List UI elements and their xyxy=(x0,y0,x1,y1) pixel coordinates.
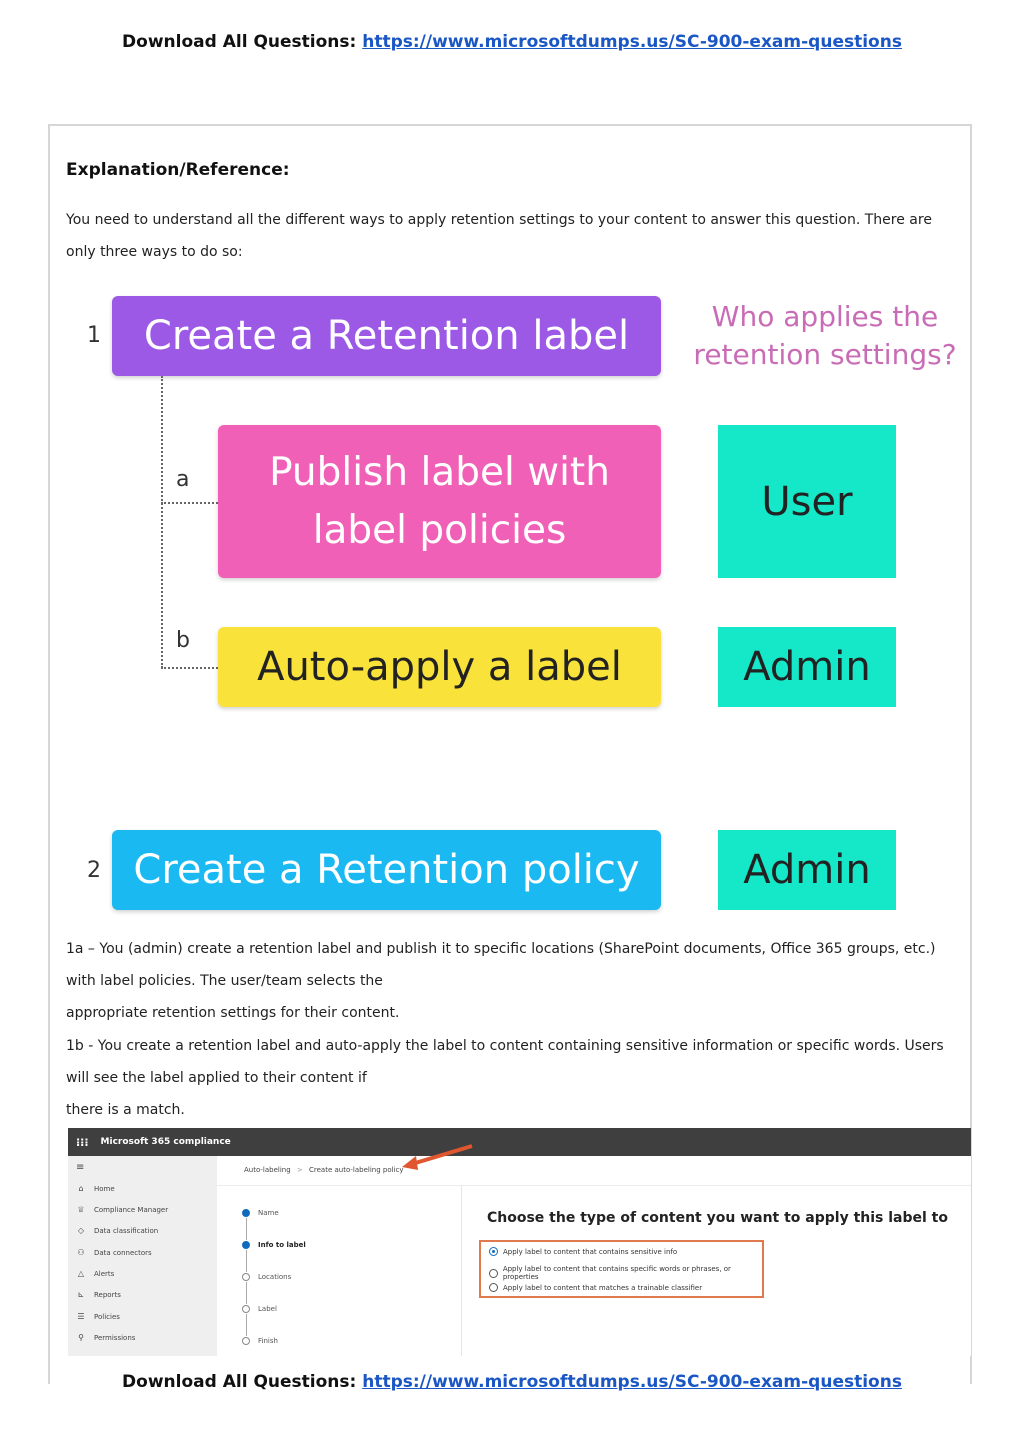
connector-b xyxy=(161,667,218,669)
create-retention-label-box: Create a Retention label xyxy=(112,296,661,376)
step-locations[interactable]: Locations xyxy=(242,1273,291,1281)
user-box: User xyxy=(718,425,896,578)
option-sensitive-info[interactable]: Apply label to content that contains sensitive info xyxy=(489,1247,677,1256)
step-connector xyxy=(246,1314,247,1336)
download-footer xyxy=(0,1372,1024,1392)
step-circle-icon xyxy=(242,1337,250,1345)
connector-line xyxy=(161,376,163,668)
para-1b-line-3: there is a match. xyxy=(66,1102,185,1118)
publish-label-box: Publish label with label policies xyxy=(218,425,661,578)
app-topbar xyxy=(68,1128,971,1156)
breadcrumb-auto-labeling[interactable]: Auto-labeling xyxy=(244,1166,291,1174)
nav-alerts[interactable]: △ Alerts xyxy=(77,1269,115,1278)
option-specific-words[interactable]: Apply label to content that contains specific words or phrases, or properties xyxy=(489,1265,762,1281)
key-icon: ⚲ xyxy=(78,1333,84,1342)
compliance-screenshot xyxy=(68,1128,971,1356)
breadcrumb-separator: > xyxy=(296,1166,303,1174)
explanation-heading: Explanation/Reference: xyxy=(66,160,290,180)
step-info-to-label[interactable]: Info to label xyxy=(242,1241,306,1249)
nav-compliance-manager[interactable]: ♕ Compliance Manager xyxy=(77,1205,169,1214)
breadcrumb xyxy=(244,1166,404,1174)
header-divider xyxy=(217,1185,971,1186)
label-a: a xyxy=(176,467,190,492)
radio-icon[interactable] xyxy=(489,1283,498,1292)
nav-data-connectors[interactable]: ⚇ Data connectors xyxy=(77,1248,152,1257)
para-1a-line-2: with label policies. The user/team selects the xyxy=(66,973,383,989)
nav-permissions[interactable]: ⚲ Permissions xyxy=(76,1333,135,1342)
download-label: Download All Questions: xyxy=(122,1372,363,1392)
breadcrumb-current: Create auto-labeling policy xyxy=(309,1166,404,1174)
app-launcher-icon[interactable]: ⁝⁝⁝ xyxy=(76,1135,89,1149)
step-number-2: 2 xyxy=(87,858,101,883)
para-1b-line-2: will see the label applied to their content if xyxy=(66,1070,367,1086)
step-connector xyxy=(246,1282,247,1304)
app-title: Microsoft 365 compliance xyxy=(100,1137,231,1147)
nav-policies[interactable]: ☰ Policies xyxy=(77,1312,120,1321)
intro-paragraph: You need to understand all the different ways to apply retention settings to your content to answer this question. There are only three ways to do so: xyxy=(66,212,932,260)
current-step-icon xyxy=(242,1241,250,1249)
left-nav xyxy=(68,1156,217,1356)
radio-selected-icon[interactable] xyxy=(489,1247,498,1256)
chart-icon: ⊾ xyxy=(77,1290,85,1299)
download-link[interactable]: https://www.microsoftdumps.us/SC-900-exam-questions xyxy=(362,1372,902,1392)
trophy-icon: ♕ xyxy=(77,1205,85,1214)
nav-home[interactable]: ⌂ Home xyxy=(76,1184,115,1193)
auto-apply-label-box: Auto-apply a label xyxy=(218,627,661,707)
who-applies-heading: Who applies the retention settings? xyxy=(693,300,957,371)
policies-icon: ☰ xyxy=(77,1312,85,1321)
para-1b-line-1: 1b - You create a retention label and auto-apply the label to content containing sensitive information or specific words. Users xyxy=(66,1038,944,1054)
download-link[interactable]: https://www.microsoftdumps.us/SC-900-exam-questions xyxy=(362,32,902,52)
nav-reports[interactable]: ⊾ Reports xyxy=(77,1290,121,1299)
connector-a xyxy=(161,502,218,504)
step-circle-icon xyxy=(242,1273,250,1281)
arrow-icon xyxy=(398,1142,478,1172)
admin-box-b: Admin xyxy=(718,627,896,707)
step-number-1: 1 xyxy=(87,323,101,348)
label-b: b xyxy=(176,628,190,653)
download-label: Download All Questions: xyxy=(122,32,363,52)
step-circle-icon xyxy=(242,1305,250,1313)
step-connector xyxy=(246,1250,247,1272)
warning-icon: △ xyxy=(77,1269,85,1278)
radio-icon[interactable] xyxy=(489,1269,498,1278)
download-header xyxy=(0,32,1024,52)
pane-divider xyxy=(461,1186,462,1356)
step-name[interactable]: Name xyxy=(242,1209,279,1217)
nav-data-classification[interactable]: ◇ Data classification xyxy=(77,1226,159,1235)
admin-box-2: Admin xyxy=(718,830,896,910)
options-highlight xyxy=(479,1240,764,1298)
create-retention-policy-box: Create a Retention policy xyxy=(112,830,661,910)
step-finish[interactable]: Finish xyxy=(242,1337,278,1345)
tag-icon: ◇ xyxy=(77,1226,85,1235)
step-label[interactable]: Label xyxy=(242,1305,277,1313)
home-icon: ⌂ xyxy=(78,1184,84,1193)
para-1a-line-1: 1a – You (admin) create a retention label and publish it to specific locations (SharePoint documents, Office 365 groups, etc.) xyxy=(66,941,936,957)
option-trainable-classifier[interactable]: Apply label to content that matches a trainable classifier xyxy=(489,1283,702,1292)
para-1a-line-3: appropriate retention settings for their content. xyxy=(66,1005,400,1021)
menu-icon[interactable]: ≡ xyxy=(76,1162,85,1173)
step-connector xyxy=(246,1218,247,1240)
check-icon xyxy=(242,1209,250,1217)
choose-content-heading: Choose the type of content you want to apply this label to xyxy=(487,1210,948,1226)
connector-icon: ⚇ xyxy=(77,1248,85,1257)
